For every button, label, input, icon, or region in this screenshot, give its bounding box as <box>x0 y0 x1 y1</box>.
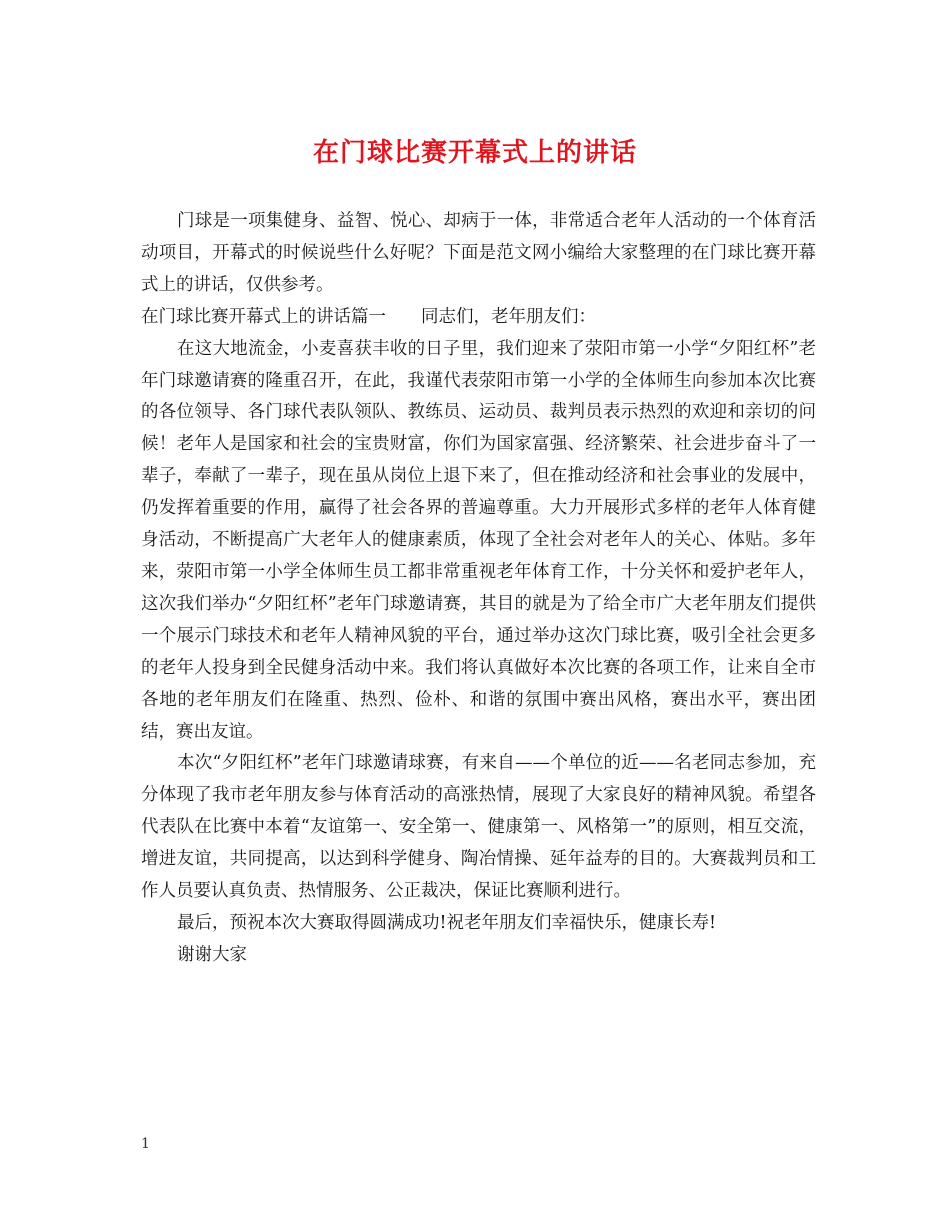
body-paragraph: 本次“夕阳红杯”老年门球邀请球赛，有来自——个单位的近——名老同志参加，充分体现了我市老年朋友参与体育活动的高涨热情，展现了大家良好的精神风貌。希望各代表队在比赛中本着“友谊第一、安全第一、健康第一、风格第一”的原则，相互交流，增进友谊，共同提高，以达到科学健身、陶冶情操、延年益寿的目的。大赛裁判员和工作人员要认真负责、热情服务、公正裁决，保证比赛顺利进行。 <box>141 753 816 902</box>
body-paragraph: 在这大地流金，小麦喜获丰收的日子里，我们迎来了荥阳市第一小学“夕阳红杯”老年门球邀请赛的隆重召开，在此，我谨代表荥阳市第一小学的全体师生向参加本次比赛的各位领导、各门球代表队领队、教练员、运动员、裁判员表示热烈的欢迎和亲切的问候！老年人是国家和社会的宝贵财富，你们为国家富强、经济繁荣、社会进步奋斗了一辈子，奉献了一辈子，现在虽从岗位上退下来了，但在推动经济和社会事业的发展中，仍发挥着重要的作用，赢得了社会各界的普遍尊重。大力开展形式多样的老年人体育健身活动，不断提高广大老年人的健康素质，体现了全社会对老年人的关心、体贴。多年来，荥阳市第一小学全体师生员工都非常重视老年体育工作，十分关怀和爱护老年人，这次我们举办“夕阳红杯”老年门球邀请赛，其目的就是为了给全市广大老年朋友们提供一个展示门球技术和老年人精神风貌的平台，通过举办这次门球比赛，吸引全社会更多的老年人投身到全民健身活动中来。我们将认真做好本次比赛的各项工作，让来自全市各地的老年朋友们在隆重、热烈、俭朴、和谐的氛围中赛出风格，赛出水平，赛出团结，赛出友谊。 <box>141 338 816 742</box>
section-heading: 在门球比赛开幕式上的讲话篇一 同志们，老年朋友们： <box>141 306 596 327</box>
document-body <box>141 206 816 972</box>
thanks-line: 谢谢大家 <box>177 944 247 965</box>
closing-paragraph: 最后，预祝本次大赛取得圆满成功!祝老年朋友们幸福快乐，健康长寿! <box>177 912 717 933</box>
page-title: 在门球比赛开幕式上的讲话 <box>312 138 637 168</box>
page-number: 1 <box>141 1136 150 1152</box>
intro-paragraph: 门球是一项集健身、益智、悦心、却病于一体，非常适合老年人活动的一个体育活动项目，开幕式的时候说些什么好呢？下面是范文网小编给大家整理的在门球比赛开幕式上的讲话，仅供参考。 <box>141 211 816 295</box>
